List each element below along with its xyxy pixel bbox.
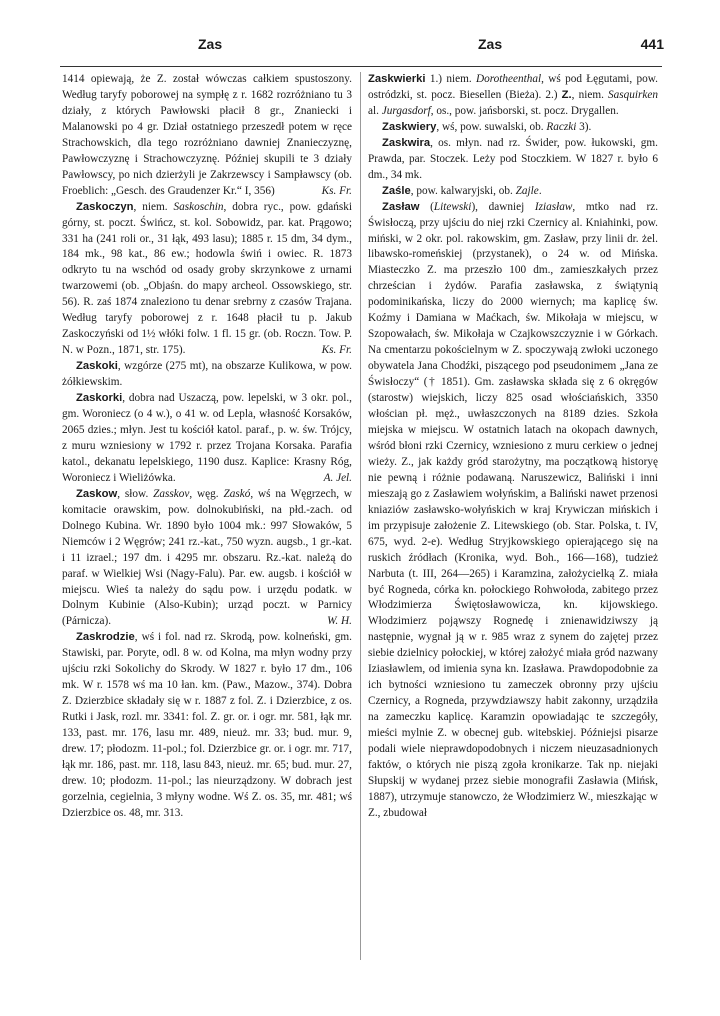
entry-text: , wś pod Łęgutami, pow. ostródzki, st. pocz. Biesellen (Bieża). 2.): [368, 73, 658, 101]
entry-text: , niem.: [133, 200, 174, 213]
entry-text: (: [419, 200, 434, 213]
entry-paragraph: [62, 200, 352, 360]
entry-headword: Zaśle: [382, 184, 411, 197]
entry-headword: Zaskoki: [76, 360, 118, 373]
entry-headword: Zaskow: [76, 487, 118, 500]
column-separator: [360, 72, 361, 960]
right-column: [368, 72, 658, 822]
author-signature: Ks. Fr.: [321, 344, 352, 357]
entry-headword: Zasław: [382, 200, 420, 213]
entry-text: , os., pow. jańsborski, st. pocz. Drygallen.: [430, 104, 619, 117]
entry-headword: Zaskwira: [382, 136, 431, 149]
entry-text: , słow.: [117, 487, 154, 500]
entry-headword: Z.: [561, 88, 572, 101]
entry-text: , dobra nad Uszaczą, pow. lepelski, w 3 okr. pol., gm. Woroniecz (o 4 w.), o 41 w. od Lepla, własność Korsaków, 2065 dzies.; młyn. Jest tu kościół katol. paraf., p. w. św. Trójcy, z muru wzniesiony w 1792 r. przez Trojana Korsaka. Parafia katol., dekanatu lepelskiego, 1190 dusz. Kaplice: Krasny Róg, Woroniecz i Wieliżówka.: [62, 392, 352, 484]
italic-term: Dorotheenthal: [475, 73, 542, 85]
italic-term: Zasskov: [153, 487, 190, 500]
italic-term: Zaskó: [223, 487, 251, 500]
author-signature: W. H.: [327, 615, 352, 628]
page-header: [58, 36, 664, 58]
entry-paragraph: [62, 391, 352, 487]
entry-text: , mtko nad rz. Świsłoczą, przy ujściu do niej rzki Czernicy al. Kniahinki, pow. miński, w 2 okr. pol. rakowskim, gm. Zasław, przy linii dr. żel. libawsko-romeńskiej (przystanek), o 24 w. od Mińska. Miasteczko Z. ma przeszło 100 dm., zamieszkałych przez chrześcian i żydów. Parafia zasławska, z świątynią podominikańska, liczy do 2000 wiernych; ma kaplicę św. Koźmy i Damiana w Maćkach, św. Mikołaja w miejscu, w Szopowałach, św. Mikołaja w Czajkowszczyznie i w Górkach. Na cmentarzu pokościelnym w Z. spoczywają zwłoki uczonego obywatela Jana Chodźki, piszącego pod pseudonimem „Jana ze Świsłoczy“ († 1851). Gm. zasławska składa się z 6 okręgów (starostw) wiejskich, liczy 825 osad włościańskich, 3350 włościan pł. męż., uwłaszczonych na 8189 dzies. Szkoła miejska w miejscu. W ostatnich latach na okopach dawnych, wśród błoni rzki Czernicy, wzniesiono z muru cerkiew o jednej wieży. Z., jak każdy gród starożytny, ma początkową historyę nie pewną i różnie podawaną. Naruszewicz, Baliński i inni mieszają go z Zasławiem wołyńskim, a Baliński nawet przenosi kniaziów zasławsko-wołyńskich w kraj Krywiczan mińskich i im przypisuje założenie Z. Litewskiego (ob. Star. Polska, t. IV, 675, wyd. 2-e). Według Stryjkowskiego opierającego się na ruskich źródłach (Kronika, wyd. Boh., 166—168), tudzież Narbuta (t. III, 264—265) i Karamzina, założycielką Z. miała być Rogneda, córka kn. połockiego Rohwołoda, zabitego przez Włodzimierza Świętosławowicza, kn. kijowskiego. Włodzimierz pojąwszy Rognedę i znienawidziwszy ją następnie, wygnał ją w r. 985 wraz z synem do zajętej przez siebie dzielnicy połockiej, w której założyć miała gród nazwany Iziasławlem, od imienia syna kn. Izasława. Prawdopodobnie za ich bytności wzniesiono tu zameczek obronny przy ujściu Czernicy, a Rogneda, przywdziawszy habit zakonny, urządziła na zameczku kaplicę. Karamzin opowiadając te szczegóły, mieści mylnie Z. w obecnej gub. witebskiej. Późniejsi pisarze podali wiele nieprawdopodobnych i niczem nieuzasadnionych faktów, o których nie piszą zgoła kronikarze. Tak np. niejaki Słupskij w wydanej przez siebie monografii Zasławia (Mińsk, 1887), utrzymuje stanowczo, że Włodzimierz W., mieszkając w Z., zbudował: [368, 200, 659, 819]
entry-text: , wś na Węgrzech, w komitacie orawskim, pow. dolnokubiński, na płd.-zach. od Dolnego Kubina. Wr. 1890 było 1004 mk.: 997 Słowaków, 5 Niemców i 2 Węgrów; 241 rz.-kat., 750 wyzn. augsb., 1 gr.-kat. i 11 izrael.; 197 dm. i 4295 mr. obszaru. Rz.-kat. należą do paraf. w Wielkiej Wsi (Nagy-Falu). Par. ew. augsb. i kościół w miejscu. Wieś ta należy do sądu pow. i urzędu podatk. w Dolnym Kubinie (Also-Kubin); urząd poczt. w Parnicy (Párnicza).: [62, 487, 352, 628]
italic-term: Iziasław: [534, 200, 573, 213]
entry-paragraph: [62, 630, 352, 821]
entry-text: , niem.: [571, 88, 608, 101]
entry-text: , pow. kalwaryjski, ob.: [410, 184, 516, 197]
entry-text: , wś i fol. nad rz. Skrodą, pow. kolneński, gm. Stawiski, par. Poryte, odl. 8 w. od Kolna, ma młyn wodny przy ujściu rzki Sokolichy do Skrody. W 1827 r. było 17 dm., 106 mk. W r. 1578 wś ma 10 łan. km. (Paw., Mazow., 374). Dobra Z. Dzierzbice składały się w r. 1887 z fol. Z. i Dzierzbice, z os. Rutki i Jask, rozl. mr. 3341: fol. Z. gr. or. i ogr. mr. 581, łąk mr. 133, past. mr. 176, lasu mr. 489, nieuż. mr. 33; bud. mur. 9, drew. 17; płodozm. 11-pol.; fol. Dzierzbice gr. or. i ogr. mr. 717, łąk mr. 186, past. mr. 118, lasu 843, nieuż. mr. 65; bud. mur. 27, drew. 10; płodozm. 11-pol.; las nieurządzony. W dobrach jest gorzelnia, cegielnia, 3 młyny wodne. Wś Z. os. 35, mr. 481; wś Dzierzbice os. 48, mr. 313.: [62, 631, 352, 819]
author-signature: Ks. Fr.: [321, 184, 352, 197]
entry-paragraph: [62, 487, 352, 631]
entry-paragraph: [368, 72, 658, 120]
header-rule: [60, 66, 662, 67]
entry-paragraph: [62, 72, 352, 200]
running-head-left: Zas: [198, 36, 223, 52]
italic-term: Litewski: [433, 200, 472, 213]
entry-headword: Zaskrodzie: [76, 631, 135, 644]
entry-text: 1414 opiewają, że Z. został wówczas całkiem spustoszony. Według taryfy poborowej na sympłę z r. 1682 rozróżniano tu 3 działy, z których Pawłowski płacił 8 gr., Znaniecki i Malanowski po 4 gr. Dział ostatniego przeszedł potem w ręce Strachowskich, dla tego rozróżniano dawniej Znanieczyznę, Pawłowczyznę i Strachowczyznę. Później skupili te 3 działy Pawłowscy, po nich dzierżyli je Zakrzewscy i Sampławscy (ob. Froeblich: „Gesch. des Graudenzer Kr.“ I, 356): [62, 73, 352, 197]
entry-text: , dobra ryc., pow. gdański górny, st. poczt. Świńcz, st. kol. Sobowidz, par. kat. Prągowo; 331 ha (241 roli or., 31 łąk, 493 lasu); 1885 r. 15 dm, 34 dym., 184 mk., 98 kat., 86 ew.; hodowla świń i owiec. R. 1873 odkryto tu na wschód od osady groby skrzynkowe z urnami twarzowemi (ob. „Objaśn. do mapy archeol. Ossowskiego, str. 56). R. zaś 1874 znaleziono tu denar srebrny z czasów Trajana. Według taryfy poborowej z r. 1648 płacił tu p. Jakub Zaskoczyński od 1½ włóki folw. 1 fl. 15 gr. (ob. Roczn. Tow. P. N. w Pozn., 1871, str. 175).: [62, 200, 353, 357]
entry-text: , os. młyn. nad rz. Świder, pow. łukowski, gm. Prawda, par. Stoczek. Leży pod Stoczkiem. W 1827 r. było 6 dm., 34 mk.: [368, 136, 658, 181]
italic-term: Zajle: [515, 184, 539, 197]
entry-text: al.: [368, 104, 382, 117]
entry-text: , wzgórze (275 mt), na obszarze Kulikowa, w pow. żółkiewskim.: [62, 360, 352, 389]
italic-term: Raczki: [546, 120, 577, 133]
entry-text: 1.) niem.: [425, 73, 476, 85]
entry-paragraph: [368, 184, 658, 200]
entry-text: .: [538, 184, 542, 197]
entry-text: , węg.: [189, 487, 224, 500]
page-number: 441: [640, 36, 664, 52]
italic-term: Saskoschin: [173, 200, 224, 213]
entry-headword: Zaskwierki: [368, 73, 426, 85]
left-column: [62, 72, 352, 822]
running-head-right: Zas: [478, 36, 503, 52]
entry-paragraph: [368, 136, 658, 184]
author-signature: A. Jel.: [323, 471, 352, 484]
italic-term: Jurgasdorf: [381, 104, 431, 117]
entry-paragraph: [62, 359, 352, 391]
entry-text: 3).: [576, 120, 592, 133]
entry-text: ), dawniej: [471, 200, 535, 213]
entry-paragraph: [368, 120, 658, 136]
entry-headword: Zaskwiery: [382, 120, 437, 133]
entry-text: , wś, pow. suwalski, ob.: [436, 120, 547, 133]
entry-headword: Zaskorki: [76, 392, 123, 405]
entry-paragraph: [368, 200, 658, 822]
italic-term: Sasquirken: [608, 88, 658, 101]
entry-headword: Zaskoczyn: [76, 200, 134, 213]
